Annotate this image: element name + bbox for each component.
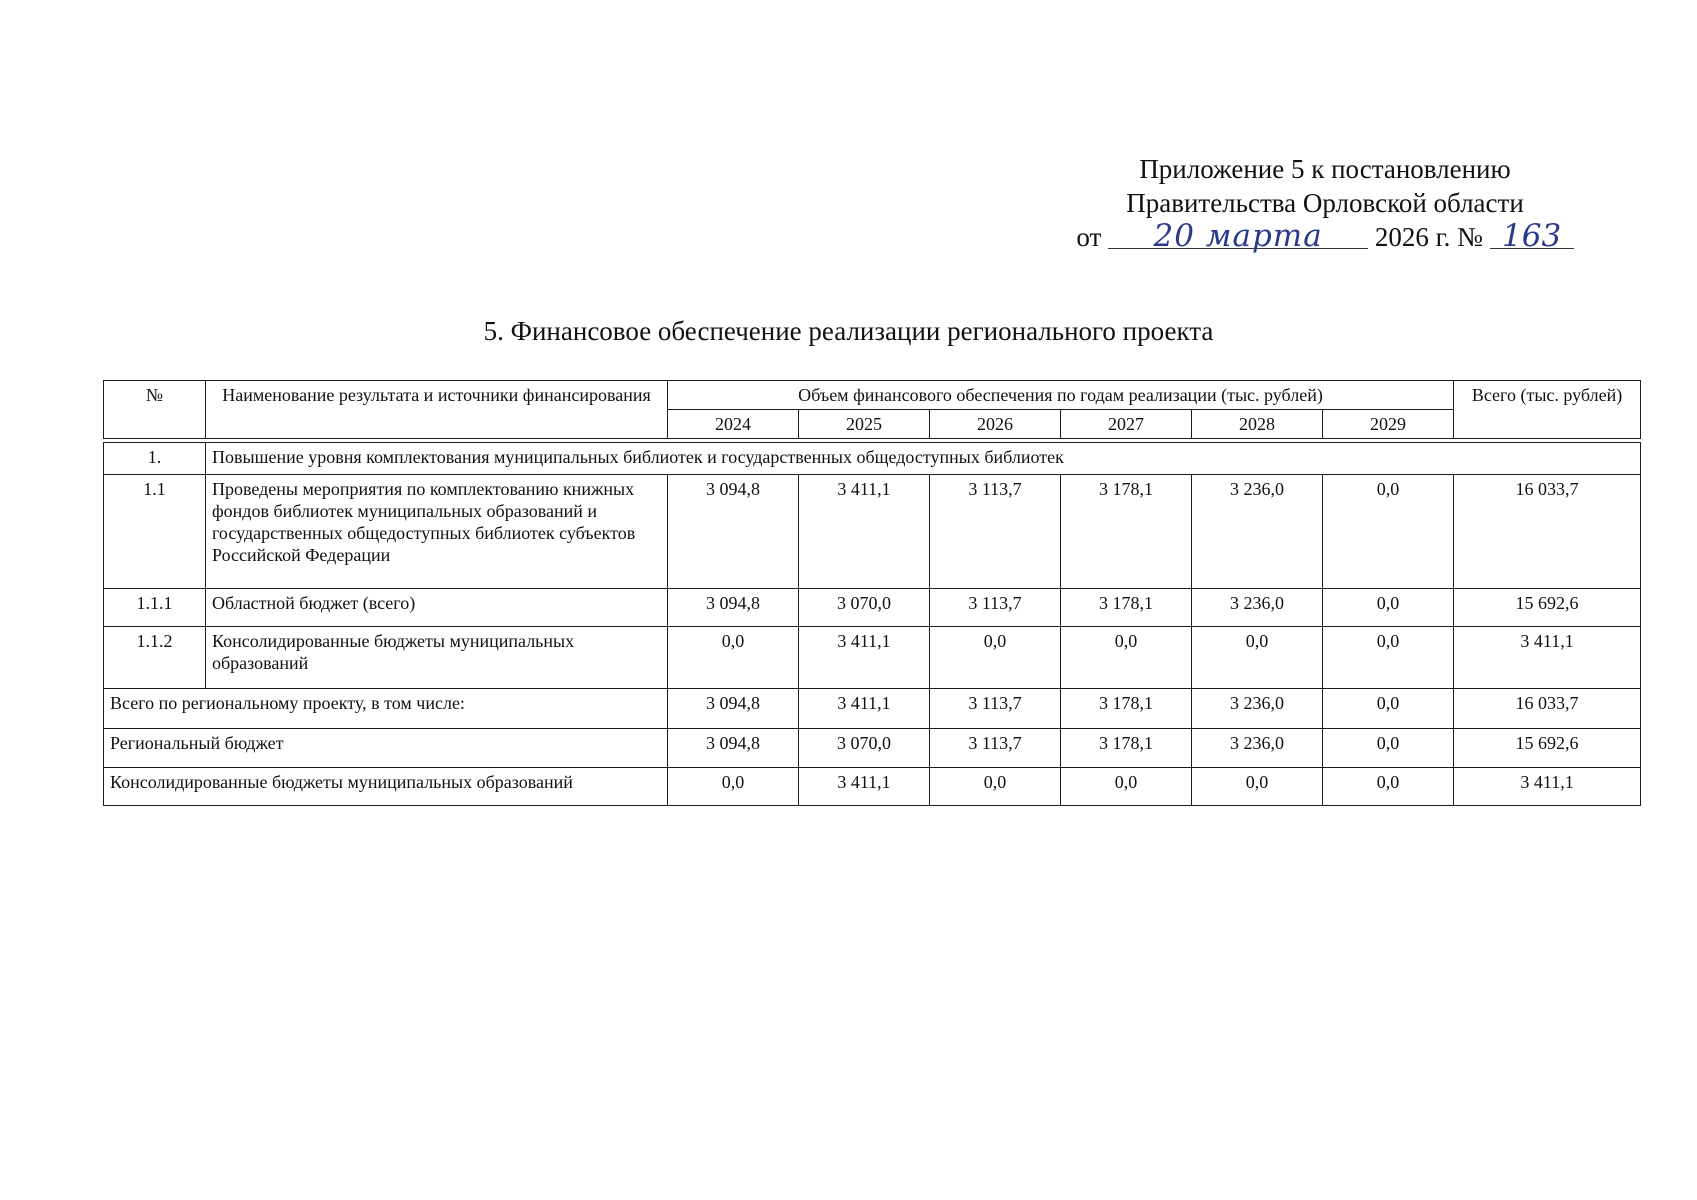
row-value: 3 113,7 — [930, 589, 1061, 627]
summary-value: 3 094,8 — [668, 729, 799, 768]
row-name: Консолидированные бюджеты муниципальных образований — [206, 627, 668, 689]
section-num: 1. — [104, 443, 206, 475]
row-value: 3 070,0 — [799, 589, 930, 627]
summary-value: 0,0 — [1323, 729, 1454, 768]
handwritten-order-number: 163 — [1490, 224, 1574, 249]
row-value: 3 113,7 — [930, 475, 1061, 589]
summary-value: 3 411,1 — [799, 689, 930, 729]
row-value: 3 236,0 — [1192, 589, 1323, 627]
table-body — [104, 439, 1641, 806]
row-value: 0,0 — [1192, 627, 1323, 689]
row-value: 3 236,0 — [1192, 475, 1323, 589]
header-year: 2028 — [1192, 410, 1323, 439]
row-total: 16 033,7 — [1454, 475, 1641, 589]
header-year: 2025 — [799, 410, 930, 439]
row-value: 3 178,1 — [1061, 589, 1192, 627]
row-value: 3 094,8 — [668, 475, 799, 589]
header-year: 2024 — [668, 410, 799, 439]
year-number-label: 2026 г. № — [1374, 222, 1483, 252]
order-reference — [1040, 220, 1610, 254]
header-year: 2029 — [1323, 410, 1454, 439]
summary-value: 3 178,1 — [1061, 689, 1192, 729]
row-num: 1.1.2 — [104, 627, 206, 689]
row-num: 1.1 — [104, 475, 206, 589]
header-total: Всего (тыс. рублей) — [1454, 381, 1641, 439]
summary-value: 3 113,7 — [930, 729, 1061, 768]
summary-total: 3 411,1 — [1454, 768, 1641, 806]
row-value: 0,0 — [1061, 627, 1192, 689]
document-title: 5. Финансовое обеспечение реализации регионального проекта — [483, 316, 1214, 346]
summary-value: 3 178,1 — [1061, 729, 1192, 768]
row-value: 3 411,1 — [799, 475, 930, 589]
header-name: Наименование результата и источники финансирования — [206, 381, 668, 439]
table-row — [104, 475, 1641, 589]
summary-total: 16 033,7 — [1454, 689, 1641, 729]
date-prefix: от — [1076, 222, 1102, 252]
summary-name: Региональный бюджет — [104, 729, 668, 768]
row-total: 15 692,6 — [1454, 589, 1641, 627]
row-name: Областной бюджет (всего) — [206, 589, 668, 627]
summary-value: 0,0 — [1323, 768, 1454, 806]
summary-value: 0,0 — [668, 768, 799, 806]
appendix-title: Приложение 5 к постановлению — [1139, 154, 1511, 184]
row-value: 0,0 — [930, 627, 1061, 689]
summary-row — [104, 689, 1641, 729]
header-num: № — [104, 381, 206, 439]
summary-row — [104, 729, 1641, 768]
summary-value: 3 236,0 — [1192, 729, 1323, 768]
row-value: 0,0 — [668, 627, 799, 689]
row-value: 0,0 — [1323, 589, 1454, 627]
row-value: 3 094,8 — [668, 589, 799, 627]
summary-value: 3 070,0 — [799, 729, 930, 768]
row-num: 1.1.1 — [104, 589, 206, 627]
row-value: 0,0 — [1323, 475, 1454, 589]
row-value: 3 411,1 — [799, 627, 930, 689]
summary-name: Всего по региональному проекту, в том числе: — [104, 689, 668, 729]
appendix-header — [1040, 152, 1610, 254]
financing-table — [103, 380, 1641, 806]
row-name: Проведены мероприятия по комплектованию книжных фондов библиотек муниципальных образований и государственных общедоступных библиотек субъектов Российской Федерации — [206, 475, 668, 589]
table-row — [104, 589, 1641, 627]
summary-value: 3 094,8 — [668, 689, 799, 729]
header-year: 2027 — [1061, 410, 1192, 439]
appendix-authority: Правительства Орловской области — [1126, 188, 1524, 218]
section-name: Повышение уровня комплектования муниципальных библиотек и государственных общедоступных библиотек — [206, 443, 1641, 475]
summary-name: Консолидированные бюджеты муниципальных образований — [104, 768, 668, 806]
section-row — [104, 443, 1641, 475]
table-header — [104, 381, 1641, 439]
summary-value: 0,0 — [1323, 689, 1454, 729]
table-row — [104, 627, 1641, 689]
summary-total: 15 692,6 — [1454, 729, 1641, 768]
row-value: 0,0 — [1323, 627, 1454, 689]
summary-value: 3 236,0 — [1192, 689, 1323, 729]
header-volume: Объем финансового обеспечения по годам реализации (тыс. рублей) — [668, 381, 1454, 410]
summary-row — [104, 768, 1641, 806]
summary-value: 3 411,1 — [799, 768, 930, 806]
handwritten-date: 20 марта — [1108, 224, 1368, 249]
summary-value: 0,0 — [1061, 768, 1192, 806]
row-value: 3 178,1 — [1061, 475, 1192, 589]
summary-value: 0,0 — [1192, 768, 1323, 806]
header-year: 2026 — [930, 410, 1061, 439]
summary-value: 0,0 — [930, 768, 1061, 806]
row-total: 3 411,1 — [1454, 627, 1641, 689]
summary-value: 3 113,7 — [930, 689, 1061, 729]
